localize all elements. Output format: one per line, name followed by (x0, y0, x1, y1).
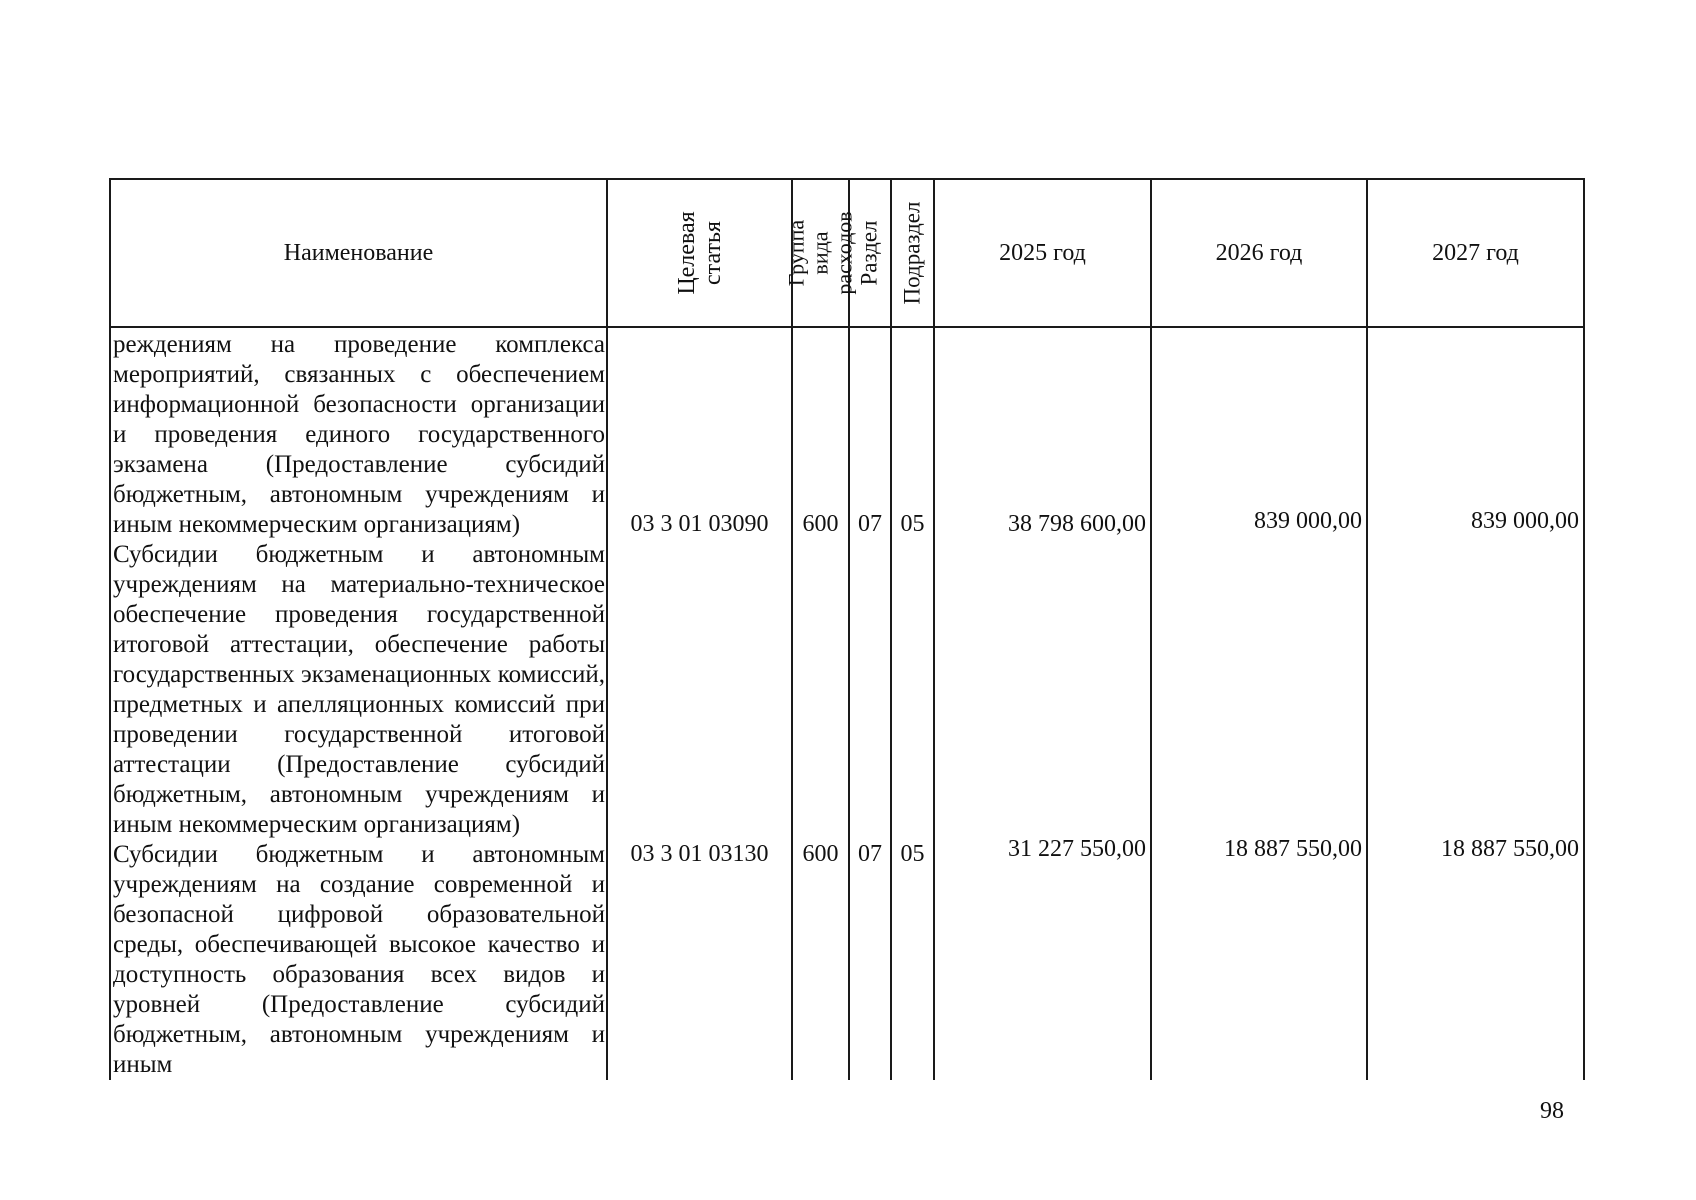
header-2026 (1152, 178, 1366, 328)
name-fragment: Субсидии бюджетным и автономным учреждениям на материально-техническое обеспечение проведения государственной итоговой аттестации, обеспечение работы государственных экзаменационных комиссий, предметных и апелляционных комиссий при проведении государственной итоговой аттестации (Предоставление субсидий бюджетным, автономным учреждениям и иным некоммерческим организациям) (113, 541, 605, 838)
name-column-text (113, 330, 605, 1080)
row1-expense-group: 600 (802, 511, 839, 537)
name-fragment: реждениям на проведение комплекса мероприятий, связанных с обеспечением информационной безопасности организации и проведения единого государственного экзамена (Предоставление субсидий бюджетным, автономным учреждениям и иным некоммерческим организациям) (113, 331, 605, 538)
header-section-label: Раздел (857, 220, 882, 286)
row2-target-article: 03 3 01 03130 (630, 841, 769, 867)
row1-target-article: 03 3 01 03090 (630, 511, 769, 537)
row2-subsection: 05 (900, 841, 925, 867)
row2-expense-group: 600 (802, 841, 839, 867)
header-subsection-label: Подраздел (899, 201, 925, 305)
row2-2027: 18 887 550,00 (1441, 836, 1579, 862)
header-target-article-label: Целевая статья (673, 211, 726, 295)
header-2027-label: 2027 год (1432, 239, 1519, 266)
row1-section: 07 (858, 511, 882, 537)
header-expense-group (783, 178, 857, 328)
header-name-label: Наименование (283, 239, 434, 266)
row1-subsection: 05 (900, 511, 925, 537)
name-fragment: Субсидии бюджетным и автономным учреждениям на создание современной и безопасной цифровой образовательной среды, обеспечивающей высокое качество и доступность образования всех видов и уровней (Предоставление субсидий бюджетным, автономным учреждениям и иным (113, 841, 605, 1078)
header-2027 (1368, 178, 1583, 328)
header-expense-group-label: Группа вида расходов (783, 211, 857, 295)
row2-section: 07 (858, 841, 882, 867)
row1-2026: 839 000,00 (1254, 508, 1362, 534)
row1-2025: 38 798 600,00 (1008, 511, 1146, 537)
header-2025-label: 2025 год (999, 239, 1086, 266)
header-section (850, 178, 890, 328)
row2-2025: 31 227 550,00 (1008, 836, 1146, 862)
row2-2026: 18 887 550,00 (1224, 836, 1362, 862)
page-number: 98 (1540, 1098, 1564, 1124)
budget-table (109, 178, 1585, 1078)
header-2026-label: 2026 год (1215, 239, 1303, 266)
header-target-article (608, 178, 791, 328)
header-2025 (935, 178, 1150, 328)
col-border-right (1583, 178, 1585, 1080)
row1-2027: 839 000,00 (1471, 508, 1579, 534)
header-name (111, 178, 606, 328)
header-subsection (892, 178, 933, 328)
